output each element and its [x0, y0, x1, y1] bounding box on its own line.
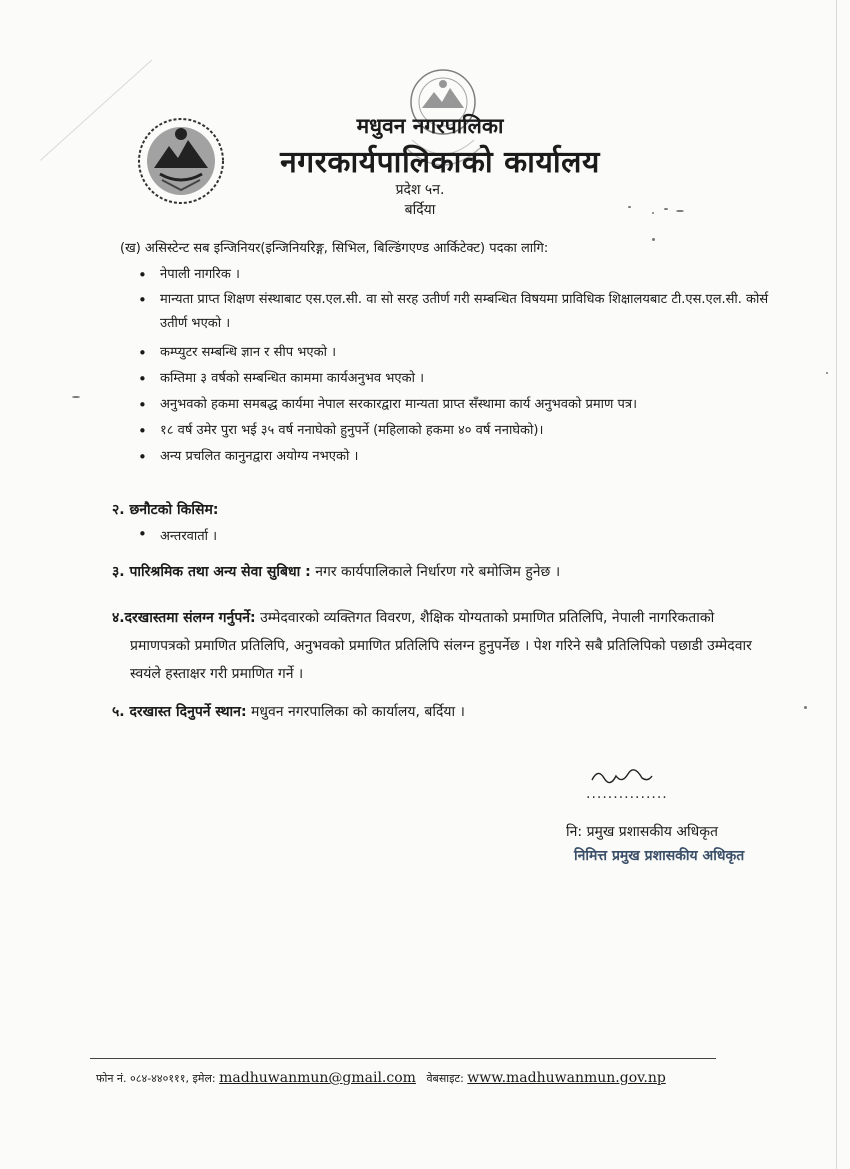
- attachments-title: ४.दरखास्तमा संलग्न गर्नुपर्ने:: [112, 610, 256, 626]
- submission-text: मधुवन नगरपालिका को कार्यालय, बर्दिया ।: [251, 704, 465, 720]
- submission-section: [112, 702, 772, 721]
- municipality-name: मधुवन नगरपालिका: [356, 114, 504, 138]
- list-item: • मान्यता प्राप्त शिक्षण संस्थाबाट एस.एल.सी. वा सो सरह उतीर्ण गरी सम्बन्धित विषयमा प्राविधिक शिक्षालयबाट टी.एस.एल.सी. कोर्स उतीर्ण भएको ।: [138, 288, 778, 336]
- list-item: • नेपाली नागरिक ।: [138, 262, 778, 288]
- eligibility-intro: (ख) असिस्टेन्ट सब इन्जिनियर(इन्जिनियरिङ्ग, सिभिल, बिल्डिंगएण्ड आर्किटेक्ट) पदका लागि:: [120, 241, 549, 256]
- website-link[interactable]: www.madhuwanmun.gov.np: [467, 1070, 666, 1086]
- nepal-government-emblem-icon: [136, 116, 226, 210]
- submission-title: ५. दरखास्त दिनुपर्ने स्थान:: [112, 704, 247, 720]
- list-item: • अन्तरवार्ता ।: [138, 526, 217, 544]
- signatory-stamp: निमित्त प्रमुख प्रशासकीय अधिकृत: [574, 848, 745, 864]
- website-label: वेबसाइट:: [426, 1072, 464, 1085]
- list-item: • १८ वर्ष उमेर पुरा भई ३५ वर्ष ननाघेको हुनुपर्ने (महिलाको हकमा ४० वर्ष ननाघेको)।: [138, 418, 778, 444]
- list-item: • अन्य प्रचलित कानुनद्वारा अयोग्य नभएको ।: [138, 444, 778, 470]
- list-item: • कम्प्युटर सम्बन्धि ज्ञान र सीप भएको ।: [138, 340, 778, 366]
- selection-section: [112, 500, 772, 519]
- signature-scribble-text: [590, 766, 592, 767]
- attachments-section: [112, 604, 752, 688]
- phone-label: फोन नं. ०८४-४४०१११, इमेल:: [96, 1072, 216, 1085]
- attachments-text-rest: नागरिकताको प्रमाणपत्रको प्रमाणित प्रतिलिपि, अनुभवको प्रमाणित प्रतिलिपि संलग्न हुनुपर्नेछ । पेश गरिने सबै प्रतिलिपिको पछाडी उम्मेदवार स्वयंले हस्ताक्षर गरी प्रमाणित गर्ने ।: [130, 610, 752, 682]
- province-label: प्रदेश ५न.: [395, 182, 445, 198]
- footer-contact: [96, 1070, 816, 1086]
- selection-title: २. छनौटको किसिम:: [112, 502, 219, 518]
- remuneration-title: ३. पारिश्रमिक तथा अन्य सेवा सुबिधा :: [112, 564, 311, 580]
- remuneration-section: [112, 562, 772, 581]
- signatory-title: नि: प्रमुख प्रशासकीय अधिकृत: [566, 824, 718, 840]
- scan-edge-line: [836, 0, 837, 1169]
- eligibility-list: [138, 262, 778, 470]
- remuneration-text: नगर कार्यपालिकाले निर्धारण गरे बमोजिम हुनेछ ।: [315, 564, 561, 580]
- email-link[interactable]: madhuwanmun@gmail.com: [219, 1070, 416, 1086]
- list-item: • कम्तिमा ३ वर्षको सम्बन्धित काममा कार्यअनुभव भएको ।: [138, 366, 778, 392]
- signature-dots: ...............: [586, 786, 668, 802]
- list-item: • अनुभवको हकमा समबद्ध कार्यमा नेपाल सरकारद्वारा मान्यता प्राप्त सँस्थामा कार्य अनुभवको प्रमाण पत्र।: [138, 392, 778, 418]
- attachments-text-line1: उम्मेदवारको व्यक्तिगत विवरण, शैक्षिक योग्यताको प्रमाणित प्रतिलिपि, नेपाली: [260, 610, 645, 626]
- footer-divider: [90, 1058, 716, 1059]
- district-label: बर्दिया: [404, 202, 436, 218]
- office-title: नगरकार्यपालिकाको कार्यालय: [280, 145, 600, 180]
- selection-list: [138, 526, 217, 544]
